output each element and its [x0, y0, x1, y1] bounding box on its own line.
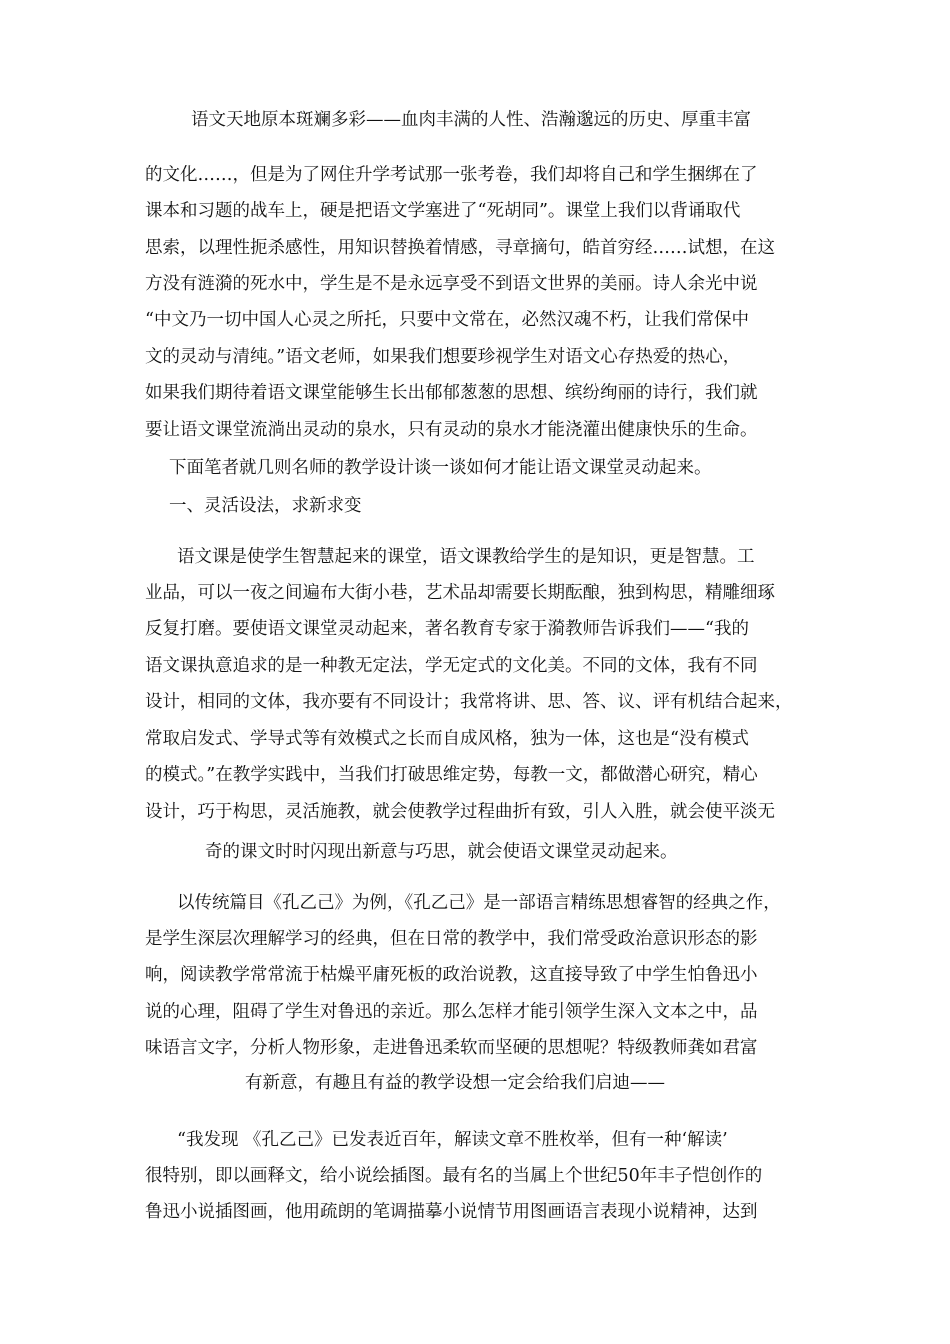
text-line: 的文化……，但是为了网住升学考试那一张考卷，我们却将自己和学生捆绑在了 — [145, 165, 758, 185]
text-line: 的模式。”在教学实践中，当我们打破思维定势，每教一文，都做潜心研究，精心 — [145, 765, 758, 785]
text-line: 语文天地原本斑斓多彩——血肉丰满的人性、浩瀚邈远的历史、厚重丰富 — [191, 110, 751, 130]
text-line: 业品，可以一夜之间遍布大街小巷，艺术品却需要长期酝酿，独到构思，精雕细琢 — [145, 583, 775, 603]
text-line: 很特别，即以画释文，给小说绘插图。最有名的当属上个世纪50年丰子恺创作的 — [145, 1166, 763, 1186]
text-line: 方没有涟漪的死水中，学生是不是永远享受不到语文世界的美丽。诗人余光中说 — [145, 274, 758, 294]
text-line: 是学生深层次理解学习的经典，但在日常的教学中，我们常受政治意识形态的影 — [145, 929, 758, 949]
text-line: 设计，巧于构思，灵活施教，就会使教学过程曲折有致，引人入胜，就会使平淡无 — [145, 802, 775, 822]
text-line: 要让语文课堂流淌出灵动的泉水，只有灵动的泉水才能浇灌出健康快乐的生命。 — [145, 420, 758, 440]
text-line: 文的灵动与清纯。”语文老师，如果我们想要珍视学生对语文心存热爱的热心， — [145, 347, 741, 367]
text-line: 如果我们期待着语文课堂能够生长出郁郁葱葱的思想、缤纷绚丽的诗行，我们就 — [145, 383, 758, 403]
text-line: 课本和习题的战车上，硬是把语文学塞进了“死胡同”。课堂上我们以背诵取代 — [145, 201, 741, 221]
text-line: “中文乃一切中国人心灵之所托，只要中文常在，必然汉魂不朽，让我们常保中 — [145, 310, 749, 330]
text-line: 响，阅读教学常常流于枯燥平庸死板的政治说教，这直接导致了中学生怕鲁迅小 — [145, 965, 758, 985]
text-line: 常取启发式、学导式等有效模式之长而自成风格，独为一体，这也是“没有模式 — [145, 729, 749, 749]
text-line: 说的心理，阻碍了学生对鲁迅的亲近。那么怎样才能引领学生深入文本之中，品 — [145, 1002, 758, 1022]
text-line: 设计，相同的文体，我亦要有不同设计；我常将讲、思、答、议、评有机结合起来， — [145, 692, 793, 712]
text-line: “我发现 《孔乙己》已发表近百年，解读文章不胜枚举，但有一种‘解读’ — [177, 1130, 728, 1150]
text-line: 反复打磨。要使语文课堂灵动起来，著名教育专家于漪教师告诉我们——“我的 — [145, 619, 749, 639]
text-line: 语文课执意追求的是一种教无定法，学无定式的文化美。不同的文体，我有不同 — [145, 656, 758, 676]
text-line: 语文课是使学生智慧起来的课堂，语文课教给学生的是知识，更是智慧。工 — [177, 547, 755, 567]
text-line: 下面笔者就几则名师的教学设计谈一谈如何才能让语文课堂灵动起来。 — [169, 458, 712, 478]
text-line: 以传统篇目《孔乙己》为例，《孔乙己》是一部语言精练思想睿智的经典之作， — [177, 893, 781, 913]
section-heading: 一、灵活设法，求新求变 — [169, 496, 362, 516]
text-line: 味语言文字，分析人物形象，走进鲁迅柔软而坚硬的思想呢？特级教师龚如君富 — [145, 1038, 758, 1058]
text-line: 鲁迅小说插图画，他用疏朗的笔调描摹小说情节用图画语言表现小说精神，达到 — [145, 1202, 758, 1222]
text-line: 思索，以理性扼杀感性，用知识替换着情感，寻章摘句，皓首穷经……试想，在这 — [145, 238, 775, 258]
text-line: 有新意，有趣且有益的教学设想一定会给我们启迪—— — [245, 1073, 665, 1093]
text-line: 奇的课文时时闪现出新意与巧思，就会使语文课堂灵动起来。 — [205, 842, 678, 862]
